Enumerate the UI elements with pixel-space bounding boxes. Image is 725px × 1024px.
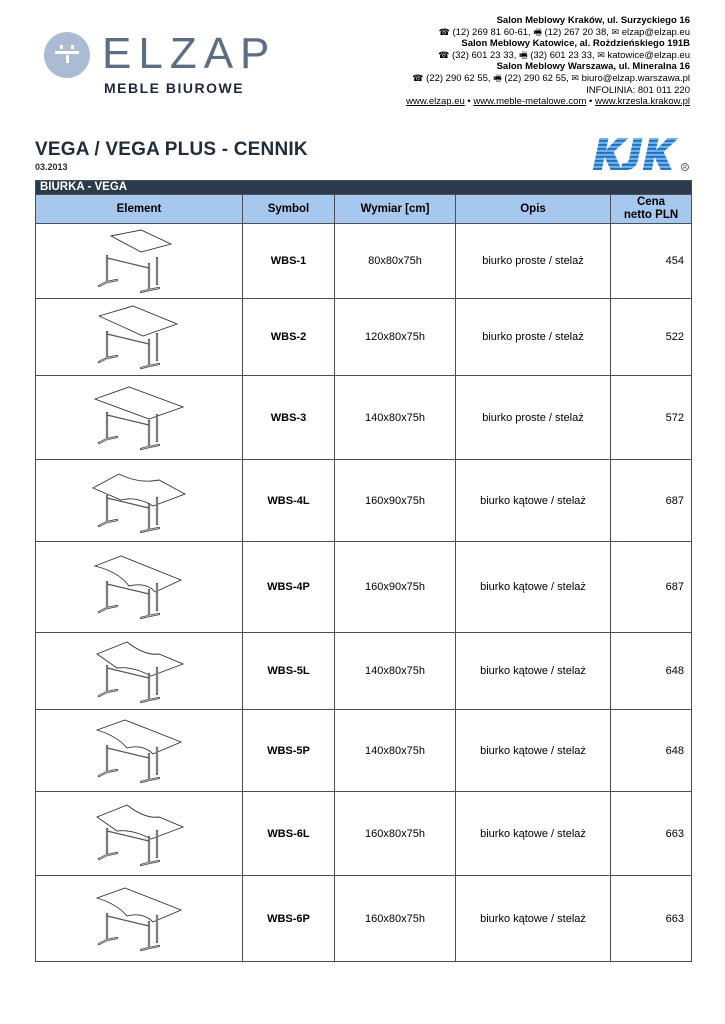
product-size: 80x80x75h	[335, 224, 456, 299]
product-description: biurko kątowe / stelaż	[456, 876, 611, 962]
product-symbol: WBS-2	[243, 299, 335, 376]
table-row	[36, 542, 692, 633]
product-price: 648	[611, 710, 692, 792]
column-header-price: Cena netto PLN	[611, 195, 692, 224]
product-image	[36, 710, 243, 792]
link-separator: •	[586, 96, 595, 108]
product-price: 687	[611, 460, 692, 542]
desk-corner-right-icon	[89, 554, 189, 620]
product-image	[36, 876, 243, 962]
product-price: 648	[611, 633, 692, 710]
table-row	[36, 224, 692, 299]
section-header	[36, 181, 692, 195]
product-description: biurko kątowe / stelaż	[456, 633, 611, 710]
product-symbol: WBS-4L	[243, 460, 335, 542]
svg-text:R: R	[683, 165, 687, 171]
column-header-description: Opis	[456, 195, 611, 224]
product-image	[36, 633, 243, 710]
salon-contact: ☎ (22) 290 62 55, 🖷 (22) 290 62 55, ✉ biuro@elzap.warszawa.pl	[412, 72, 690, 84]
product-price: 663	[611, 876, 692, 962]
kjk-logo	[588, 136, 690, 172]
product-size: 160x80x75h	[335, 876, 456, 962]
product-image	[36, 792, 243, 876]
table-row	[36, 792, 692, 876]
logo-tagline: MEBLE BIUROWE	[104, 80, 245, 96]
salon-contact: ☎ (12) 269 81 60-61, 🖷 (12) 267 20 38, ✉ elzap@elzap.eu	[438, 26, 690, 38]
phone-icon: ☎	[412, 72, 424, 83]
email-link[interactable]: biuro@elzap.warszawa.pl	[581, 72, 690, 84]
phone-icon: ☎	[438, 26, 450, 37]
website-link[interactable]: www.krzesla.krakow.pl	[594, 96, 690, 108]
website-link[interactable]: www.meble-metalowe.com	[473, 96, 587, 108]
infoline: INFOLINIA: 801 011 220	[586, 84, 690, 96]
desk-wave-left-icon	[89, 638, 189, 704]
table-row	[36, 633, 692, 710]
product-image	[36, 460, 243, 542]
product-price: 687	[611, 542, 692, 633]
product-price: 663	[611, 792, 692, 876]
contact-block	[406, 15, 690, 108]
salon-name: Salon Meblowy Kraków, ul. Surzyckiego 16	[496, 15, 690, 26]
desk-wave-right-icon	[89, 718, 189, 784]
product-size: 160x90x75h	[335, 460, 456, 542]
product-description: biurko proste / stelaż	[456, 299, 611, 376]
website-link[interactable]: www.elzap.eu	[406, 96, 465, 108]
desk-rect-icon	[89, 304, 189, 370]
desk-wave-left-icon	[89, 801, 189, 867]
salon-name: Salon Meblowy Warszawa, ul. Mineralna 16	[496, 61, 690, 73]
product-image	[36, 376, 243, 460]
envelope-icon: ✉	[611, 26, 620, 37]
salon-name: Salon Meblowy Katowice, al. Rożdzieńskiego 191B	[461, 38, 690, 50]
product-description: biurko proste / stelaż	[456, 376, 611, 460]
fax-icon: 🖷	[493, 72, 502, 83]
website-links	[406, 96, 690, 108]
product-description: biurko kątowe / stelaż	[456, 460, 611, 542]
column-header-size: Wymiar [cm]	[335, 195, 456, 224]
logo-wordmark: ELZAP	[102, 29, 277, 78]
desk-corner-left-icon	[89, 468, 189, 534]
product-size: 140x80x75h	[335, 710, 456, 792]
product-size: 160x80x75h	[335, 792, 456, 876]
column-header-symbol: Symbol	[243, 195, 335, 224]
product-symbol: WBS-5L	[243, 633, 335, 710]
table-row	[36, 299, 692, 376]
table-row	[36, 376, 692, 460]
fax-icon: 🖷	[533, 26, 542, 37]
product-description: biurko kątowe / stelaż	[456, 792, 611, 876]
table-row	[36, 876, 692, 962]
product-image	[36, 542, 243, 633]
product-price: 572	[611, 376, 692, 460]
product-image	[36, 299, 243, 376]
email-link[interactable]: elzap@elzap.eu	[621, 26, 690, 38]
column-header-row	[36, 195, 692, 224]
logo-emblem-icon	[44, 32, 90, 78]
product-size: 120x80x75h	[335, 299, 456, 376]
product-symbol: WBS-6P	[243, 876, 335, 962]
product-symbol: WBS-3	[243, 376, 335, 460]
envelope-icon: ✉	[597, 49, 605, 60]
product-price: 522	[611, 299, 692, 376]
table-row	[36, 710, 692, 792]
product-size: 160x90x75h	[335, 542, 456, 633]
product-description: biurko proste / stelaż	[456, 224, 611, 299]
phone-icon: ☎	[438, 49, 450, 60]
product-price: 454	[611, 224, 692, 299]
product-symbol: WBS-1	[243, 224, 335, 299]
kjk-logo-icon	[588, 136, 690, 172]
elzap-logo	[44, 29, 277, 100]
page-title: VEGA / VEGA PLUS - CENNIK	[35, 139, 308, 160]
desk-rect-long-icon	[89, 385, 189, 451]
fax-icon: 🖷	[519, 49, 528, 60]
product-image	[36, 224, 243, 299]
product-description: biurko kątowe / stelaż	[456, 710, 611, 792]
link-separator: •	[464, 96, 474, 108]
envelope-icon: ✉	[571, 72, 579, 83]
product-size: 140x80x75h	[335, 633, 456, 710]
desk-square-icon	[89, 228, 189, 294]
product-symbol: WBS-4P	[243, 542, 335, 633]
product-description: biurko kątowe / stelaż	[456, 542, 611, 633]
column-header-element: Element	[36, 195, 243, 224]
desk-wave-right-icon	[89, 886, 189, 952]
section-title: BIURKA - VEGA	[36, 181, 692, 195]
product-symbol: WBS-6L	[243, 792, 335, 876]
product-symbol: WBS-5P	[243, 710, 335, 792]
price-table	[35, 180, 692, 962]
table-row	[36, 460, 692, 542]
page-date: 03.2013	[35, 162, 68, 172]
salon-contact: ☎ (32) 601 23 33, 🖷 (32) 601 23 33, ✉ katowice@elzap.eu	[438, 49, 690, 61]
email-link[interactable]: katowice@elzap.eu	[607, 49, 690, 61]
product-size: 140x80x75h	[335, 376, 456, 460]
